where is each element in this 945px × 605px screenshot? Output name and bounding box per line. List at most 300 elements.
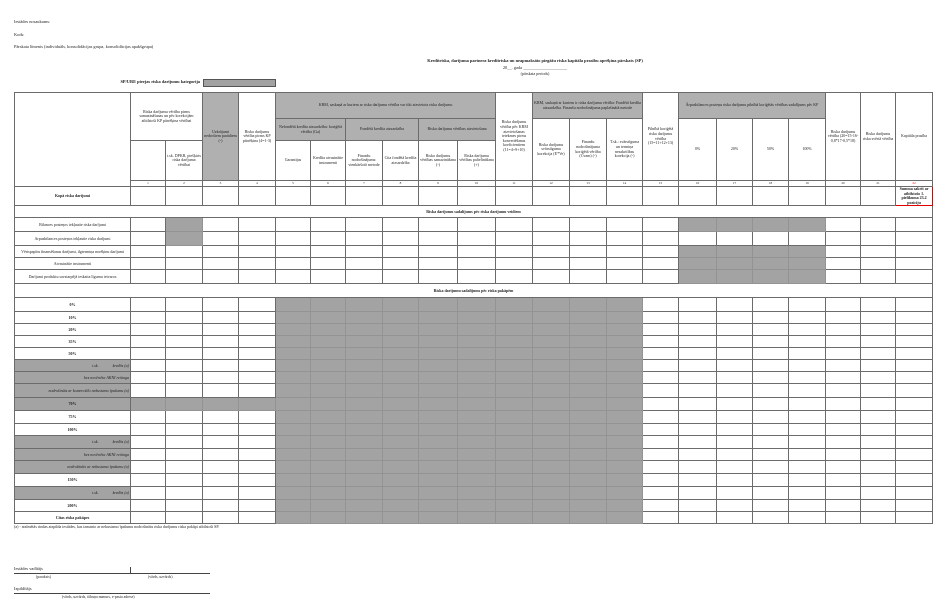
table-cell: [533, 474, 570, 487]
table-cell: [679, 336, 717, 348]
table-cell: [239, 218, 276, 232]
table-cell: [896, 487, 933, 500]
column-number: 22: [896, 181, 933, 187]
table-cell: [458, 336, 496, 348]
table-cell: [419, 384, 458, 398]
table-cell: [533, 411, 570, 424]
table-cell: [166, 461, 203, 474]
table-cell: [419, 449, 458, 461]
table-cell: [607, 449, 643, 461]
table-cell: [679, 487, 717, 500]
table-cell: [861, 372, 896, 384]
table-cell: [717, 384, 753, 398]
table-row: [15, 312, 933, 324]
table-cell: [458, 372, 496, 384]
table-cell: [496, 411, 533, 424]
table-cell: [753, 436, 789, 449]
table-cell: [753, 187, 789, 206]
section-title: Riska darījumu sadalījums pēc riska pakāpēm: [15, 284, 933, 298]
table-cell: [496, 360, 533, 372]
table-cell: [896, 372, 933, 384]
table-cell: [239, 411, 276, 424]
table-cell: [276, 372, 311, 384]
label-text: kredīts (a): [112, 440, 129, 445]
column-number: 21: [861, 181, 896, 187]
table-cell: [311, 436, 346, 449]
table-cell: [679, 372, 717, 384]
table-cell: [533, 436, 570, 449]
table-cell: [458, 298, 496, 312]
table-cell: [789, 348, 826, 360]
table-cell: [861, 461, 896, 474]
label-text: kredīts (a): [112, 363, 129, 368]
table-cell: [753, 246, 789, 258]
table-cell: [239, 258, 276, 270]
table-cell: [166, 449, 203, 461]
table-cell: [753, 324, 789, 336]
table-cell: [679, 449, 717, 461]
table-cell: [643, 187, 679, 206]
table-cell: [570, 246, 607, 258]
table-cell: [203, 411, 239, 424]
table-cell: [861, 218, 896, 232]
table-cell: [383, 232, 419, 246]
table-cell: [311, 487, 346, 500]
table-cell: [570, 298, 607, 312]
table-cell: [789, 461, 826, 474]
table-cell: [717, 187, 753, 206]
table-cell: [458, 218, 496, 232]
table-cell: [607, 424, 643, 436]
label-text: nodrošināts ar komerciālo nekustamo īpašumu (a): [48, 388, 129, 393]
risk-weight-label-text: [16, 364, 129, 369]
table-cell: [570, 324, 607, 336]
table-cell: [496, 336, 533, 348]
table-cell: [496, 258, 533, 270]
risk-weight-label-text: [16, 415, 129, 420]
risk-weight-label-text: [16, 491, 129, 496]
table-cell: [643, 218, 679, 232]
column-number: 5: [276, 181, 311, 187]
table-cell: [276, 218, 311, 232]
label-text: 20%: [68, 326, 77, 332]
table-cell: [276, 298, 311, 312]
table-cell: [570, 312, 607, 324]
row-label: [15, 246, 131, 258]
table-cell: [607, 512, 643, 524]
header-col-22: Kapitāla prasība: [896, 93, 933, 181]
table-cell: [533, 246, 570, 258]
table-cell: [753, 360, 789, 372]
table-cell: [607, 474, 643, 487]
table-cell: [131, 384, 166, 398]
table-cell: [826, 500, 861, 512]
table-row: [15, 436, 933, 449]
table-row: [15, 398, 933, 411]
risk-weight-label: [15, 461, 131, 474]
table-cell: [166, 246, 203, 258]
table-cell: [496, 246, 533, 258]
executor-signature-line: [14, 593, 210, 594]
header-col-6: Kredīta atvasinātie instrumenti: [311, 141, 346, 181]
table-cell: [533, 218, 570, 232]
table-cell: [383, 298, 419, 312]
table-cell: [826, 360, 861, 372]
table-cell: [239, 500, 276, 512]
table-cell: [679, 218, 717, 232]
table-row: [15, 218, 933, 232]
table-cell: [419, 270, 458, 284]
table-row: [15, 270, 933, 284]
table-cell: [419, 348, 458, 360]
table-row: [15, 232, 933, 246]
table-cell: [131, 270, 166, 284]
table-cell: [679, 398, 717, 411]
table-cell: [679, 512, 717, 524]
table-cell: [753, 487, 789, 500]
table-row: [15, 424, 933, 436]
table-cell: [239, 312, 276, 324]
table-cell: [346, 324, 383, 336]
table-cell: [533, 232, 570, 246]
table-cell: [789, 232, 826, 246]
table-cell: [570, 424, 607, 436]
table-cell: [203, 324, 239, 336]
table-cell: [533, 461, 570, 474]
table-cell: [607, 246, 643, 258]
table-cell: [643, 348, 679, 360]
table-cell: [383, 270, 419, 284]
table-cell: [896, 336, 933, 348]
table-cell: [458, 324, 496, 336]
table-cell: [419, 336, 458, 348]
table-cell: [239, 348, 276, 360]
table-cell: [570, 336, 607, 348]
table-cell: [533, 398, 570, 411]
table-cell: [533, 487, 570, 500]
table-cell: [203, 258, 239, 270]
table-cell: [643, 258, 679, 270]
table-cell: [896, 411, 933, 424]
table-cell: [311, 218, 346, 232]
header-col-15: Pilnībā koriģētā riska darījumu vērtība (15=11+12+13): [643, 93, 679, 181]
table-cell: [861, 348, 896, 360]
total-row: [15, 187, 933, 206]
report-level-label: Pārskata līmenis (individuāls, konsolidācijas grupa, konsolidācijas apakšgrupa): [14, 44, 154, 49]
table-row: [15, 336, 933, 348]
table-cell: [643, 449, 679, 461]
table-cell: [826, 398, 861, 411]
table-cell: [643, 424, 679, 436]
table-cell: [383, 487, 419, 500]
label-text: 200%: [67, 502, 78, 508]
table-cell: [311, 270, 346, 284]
report-title: Kredītriska, darījuma partnera kredītriska un neapmaksāto piegāžu riska kapitāla prasību aprēķina pārskats (SP): [427, 58, 643, 63]
table-cell: [383, 258, 419, 270]
table-cell: [419, 411, 458, 424]
table-cell: [717, 336, 753, 348]
table-cell: [753, 336, 789, 348]
table-cell: [383, 474, 419, 487]
table-row: [15, 411, 933, 424]
table-cell: [203, 360, 239, 372]
table-row: [15, 487, 933, 500]
table-cell: [643, 372, 679, 384]
table-cell: [896, 312, 933, 324]
table-row: [15, 324, 933, 336]
table-cell: [826, 348, 861, 360]
table-cell: [383, 449, 419, 461]
table-cell: [458, 348, 496, 360]
table-cell: [203, 312, 239, 324]
table-cell: [789, 487, 826, 500]
table-row: [15, 384, 933, 398]
table-cell: [789, 360, 826, 372]
table-cell: [311, 312, 346, 324]
table-cell: [896, 270, 933, 284]
table-cell: [166, 384, 203, 398]
table-cell: [419, 312, 458, 324]
table-cell: [419, 360, 458, 372]
table-cell: [496, 372, 533, 384]
table-cell: [717, 474, 753, 487]
table-cell: [458, 424, 496, 436]
table-cell: [311, 372, 346, 384]
table-cell: [753, 298, 789, 312]
table-cell: [826, 218, 861, 232]
table-cell: [607, 270, 643, 284]
table-cell: [643, 398, 679, 411]
table-cell: [276, 270, 311, 284]
table-cell: [570, 461, 607, 474]
table-cell: [607, 436, 643, 449]
table-cell: [346, 360, 383, 372]
table-cell: [826, 449, 861, 461]
table-cell: [607, 500, 643, 512]
header-col-8: Cita fondētā kredīta aizsardzība: [383, 141, 419, 181]
table-cell: [276, 187, 311, 206]
table-cell: [276, 411, 311, 424]
table-cell: [643, 384, 679, 398]
table-cell: [203, 512, 239, 524]
column-number: 13: [570, 181, 607, 187]
table-cell: [419, 474, 458, 487]
table-cell: [276, 461, 311, 474]
table-cell: [383, 348, 419, 360]
risk-weight-label-text: [16, 402, 129, 407]
row-label-text: Bilances posteņos iekļautie riska darījumi: [39, 222, 106, 227]
table-cell: [679, 246, 717, 258]
table-cell: [346, 348, 383, 360]
table-cell: [679, 348, 717, 360]
footnote: (a) - atzīmētās rindas aizpilda iestādes, kas izmanto ar nekustamo īpašumu nodrošinātu riska darījumu riska pakāpi atbilstoši SP.: [14, 524, 220, 529]
table-cell: [826, 246, 861, 258]
table-cell: [346, 411, 383, 424]
table-cell: [346, 218, 383, 232]
table-cell: [643, 312, 679, 324]
table-cell: [607, 336, 643, 348]
table-cell: [346, 487, 383, 500]
table-cell: [789, 312, 826, 324]
table-cell: [861, 187, 896, 206]
table-cell: [570, 232, 607, 246]
section-title: Riska darījumu sadalījums pēc riska darījumu veidiem: [15, 206, 933, 218]
table-cell: [679, 298, 717, 312]
table-cell: [166, 487, 203, 500]
table-cell: [496, 487, 533, 500]
table-cell: [570, 348, 607, 360]
table-cell: [131, 411, 166, 424]
table-cell: [789, 384, 826, 398]
table-cell: [131, 398, 166, 411]
table-cell: [203, 449, 239, 461]
table-cell: [607, 411, 643, 424]
risk-weight-label-text: [16, 465, 129, 470]
table-cell: [861, 436, 896, 449]
table-cell: [861, 500, 896, 512]
table-cell: [346, 372, 383, 384]
table-cell: [570, 398, 607, 411]
table-cell: [239, 512, 276, 524]
table-cell: [679, 474, 717, 487]
column-number: 3: [203, 181, 239, 187]
table-cell: [383, 436, 419, 449]
header-col-14: T.sk.: svārstīguma un termiņa nesakritības korekcija (-): [607, 119, 643, 181]
label-text: 35%: [68, 338, 77, 344]
header-col-16: 0%: [679, 119, 717, 181]
table-cell: [131, 312, 166, 324]
label-text: 75%: [68, 414, 77, 420]
table-cell: [239, 461, 276, 474]
label-prefix: t.sk.: [92, 491, 99, 496]
table-cell: [607, 258, 643, 270]
table-cell: [826, 324, 861, 336]
table-cell: [717, 512, 753, 524]
table-cell: [533, 298, 570, 312]
table-cell: [311, 500, 346, 512]
table-cell: [239, 360, 276, 372]
table-cell: [346, 384, 383, 398]
table-cell: [789, 500, 826, 512]
table-cell: [346, 246, 383, 258]
table-cell: [419, 424, 458, 436]
table-cell: [131, 436, 166, 449]
risk-weight-label: [15, 500, 131, 512]
table-cell: [861, 336, 896, 348]
table-cell: [131, 187, 166, 206]
table-cell: [679, 312, 717, 324]
header-col-12: Riska darījumu svārstīguma korekcija (E*Ve): [533, 119, 570, 181]
table-cell: [789, 398, 826, 411]
table-cell: [861, 312, 896, 324]
table-cell: [717, 461, 753, 474]
table-cell: [533, 270, 570, 284]
table-cell: [419, 187, 458, 206]
risk-weight-label: [15, 384, 131, 398]
table-cell: [419, 512, 458, 524]
table-cell: [533, 372, 570, 384]
table-cell: [131, 487, 166, 500]
table-cell: [166, 398, 203, 411]
table-cell: [496, 270, 533, 284]
table-cell: [496, 298, 533, 312]
table-cell: [131, 324, 166, 336]
table-cell: [276, 398, 311, 411]
column-number: 9: [419, 181, 458, 187]
header-col-5-6: Nefondētā kredīta aizsardzība: koriģētā vērtība (Ga): [276, 119, 346, 141]
label-text: 50%: [68, 350, 77, 356]
table-cell: [311, 384, 346, 398]
table-cell: [679, 411, 717, 424]
table-cell: [533, 512, 570, 524]
table-cell: [166, 474, 203, 487]
table-cell: [607, 384, 643, 398]
table-cell: [166, 436, 203, 449]
header-col-18: 50%: [753, 119, 789, 181]
table-cell: [346, 312, 383, 324]
table-cell: [570, 218, 607, 232]
table-cell: [383, 500, 419, 512]
table-cell: [131, 232, 166, 246]
table-cell: [346, 474, 383, 487]
table-cell: [239, 487, 276, 500]
risk-weight-label: [15, 512, 131, 524]
risk-weight-label-text: [16, 316, 129, 321]
table-cell: [346, 258, 383, 270]
signature-divider: [130, 567, 131, 574]
capital-requirement-table: [14, 92, 933, 524]
risk-weight-label-text: [16, 376, 129, 381]
table-cell: [276, 258, 311, 270]
table-cell: [826, 424, 861, 436]
table-cell: [496, 187, 533, 206]
table-cell: [861, 424, 896, 436]
table-cell: [753, 232, 789, 246]
table-cell: [166, 270, 203, 284]
risk-weight-label: [15, 411, 131, 424]
header-col-21: Riska darījumu riska svērtā vērtība: [861, 93, 896, 181]
header-col-3: Uzkrājumi nedrošiem parādiem (-): [203, 93, 239, 181]
table-cell: [419, 218, 458, 232]
risk-weight-label: [15, 436, 131, 449]
table-cell: [383, 246, 419, 258]
table-cell: [861, 411, 896, 424]
table-cell: [131, 246, 166, 258]
table-cell: [203, 218, 239, 232]
table-cell: [311, 461, 346, 474]
table-cell: [607, 312, 643, 324]
table-cell: [458, 384, 496, 398]
name-caption: (vārds, uzvārds): [148, 575, 173, 579]
label-text: bez novērtēta ĀKNI reitinga: [83, 452, 129, 457]
total-row-label: Kopā riska darījumi: [15, 187, 131, 206]
column-number: 10: [458, 181, 496, 187]
table-cell: [276, 360, 311, 372]
label-text: Citas riska pakāpes: [55, 514, 90, 520]
table-cell: [570, 411, 607, 424]
table-cell: [383, 218, 419, 232]
table-cell: [826, 258, 861, 270]
table-cell: [607, 461, 643, 474]
table-cell: [496, 474, 533, 487]
table-cell: [346, 449, 383, 461]
table-cell: [717, 324, 753, 336]
table-row: [15, 449, 933, 461]
table-cell: [826, 474, 861, 487]
table-cell: [458, 449, 496, 461]
table-cell: [643, 411, 679, 424]
table-cell: [166, 258, 203, 270]
